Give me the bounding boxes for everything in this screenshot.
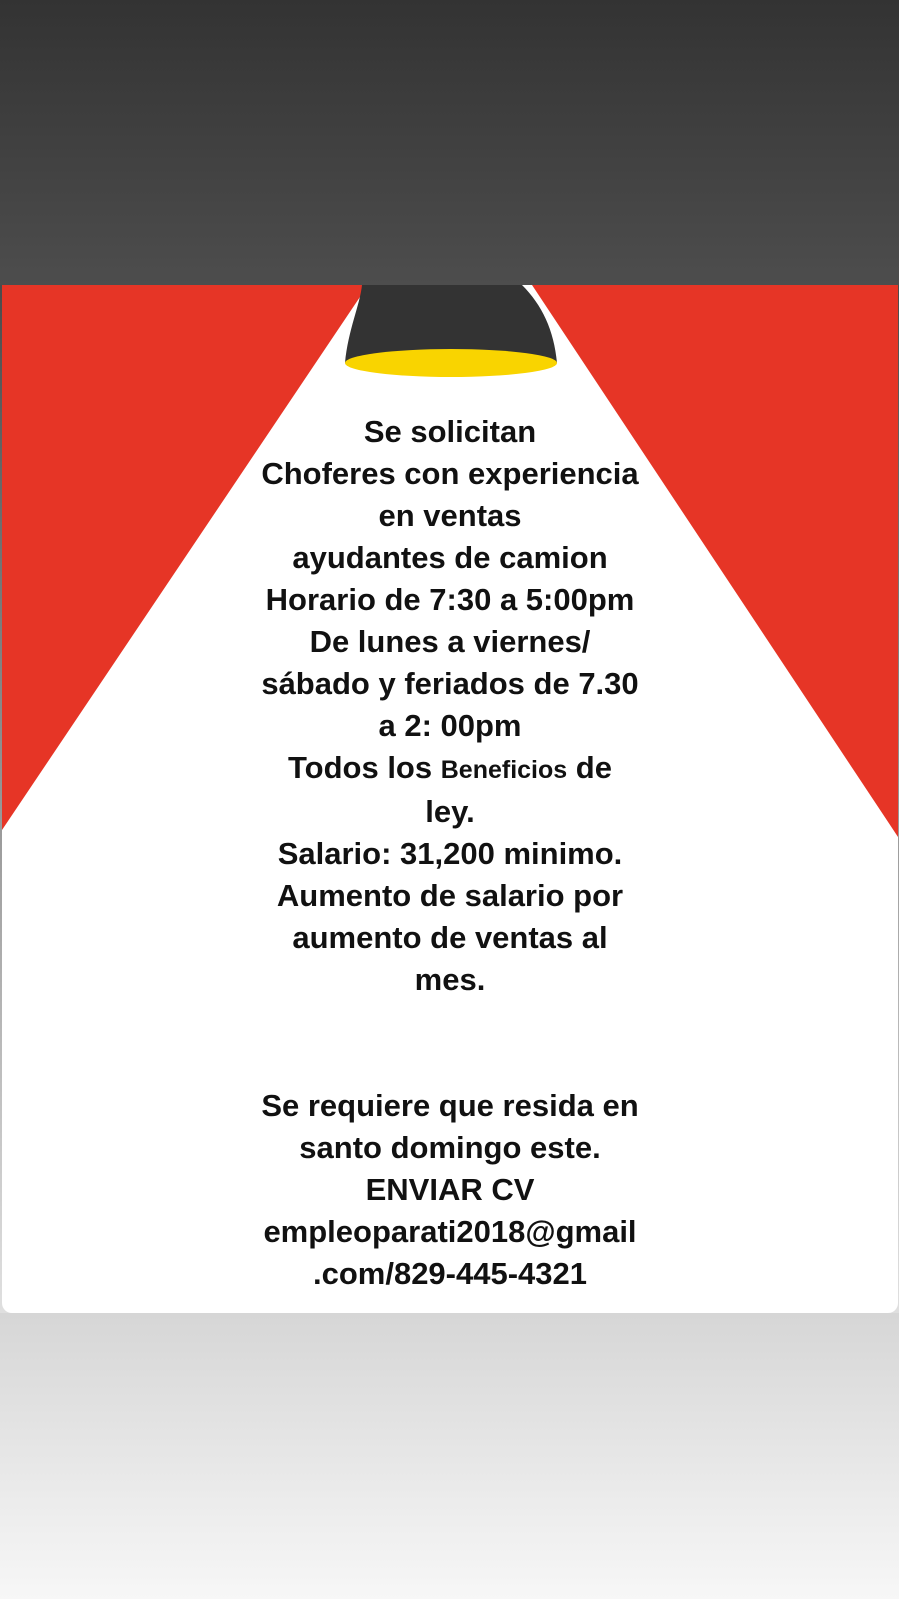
benefits-law: ley. [425, 794, 475, 829]
benefits-suffix: de [575, 750, 612, 785]
spacer [2, 1001, 898, 1085]
heading-line: Se solicitan [363, 414, 537, 449]
benefits-word: Beneficios [440, 756, 568, 784]
ceiling-lamp-icon [345, 285, 557, 377]
position-drivers: Choferes con experiencia [261, 456, 639, 491]
send-cv: ENVIAR CV [365, 1172, 535, 1207]
contact-email: empleoparati2018@gmail [263, 1214, 637, 1249]
residence-line-1: Se requiere que resida en [261, 1088, 639, 1123]
salary-line: Salario: 31,200 minimo. [277, 836, 623, 871]
benefits-line [2, 747, 898, 791]
raise-line-3: mes. [414, 962, 486, 997]
contact-phone: .com/829-445-4321 [312, 1256, 588, 1291]
schedule-hours: Horario de 7:30 a 5:00pm [265, 582, 635, 617]
raise-line-2: aumento de ventas al [292, 920, 608, 955]
poster-text-block [2, 411, 898, 1295]
raise-line-1: Aumento de salario por [276, 878, 624, 913]
position-helpers: ayudantes de camion [292, 540, 608, 575]
schedule-days: De lunes a viernes/ [309, 624, 591, 659]
top-dark-band [0, 0, 899, 285]
bottom-light-band [0, 1313, 899, 1599]
residence-line-2: santo domingo este. [299, 1130, 601, 1165]
schedule-saturday: sábado y feriados de 7.30 [261, 666, 639, 701]
position-drivers-sales: en ventas [378, 498, 522, 533]
benefits-prefix: Todos los [288, 750, 433, 785]
schedule-saturday-end: a 2: 00pm [378, 708, 522, 743]
job-poster [2, 285, 898, 1313]
